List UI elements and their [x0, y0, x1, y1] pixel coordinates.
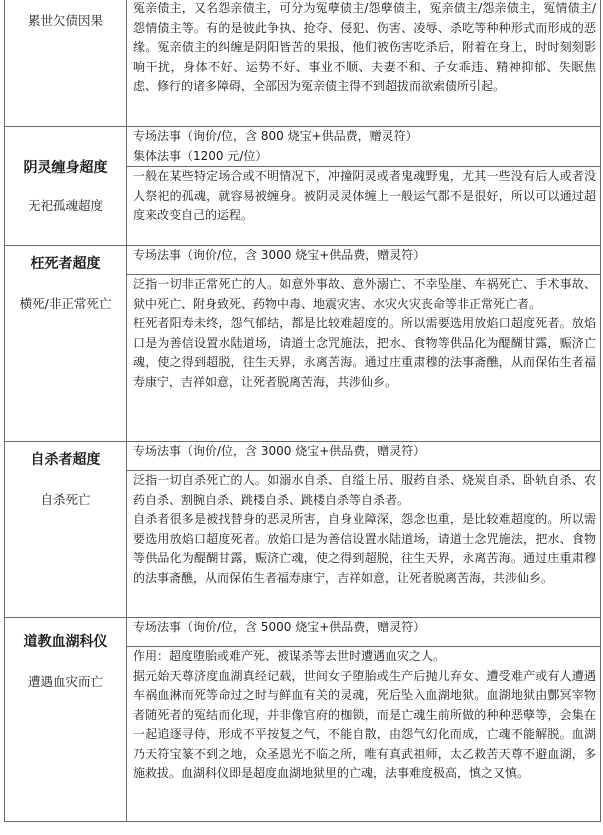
section-subtitle: 无祀孤魂超度	[27, 198, 103, 213]
intro-text	[127, 0, 601, 127]
document	[4, 0, 600, 822]
section-row	[5, 127, 601, 167]
price-line: 专场法事（询价/位，含 3000 烧宝+供品费，赠灵符）	[133, 248, 426, 262]
description-paragraph: 泛指一切非正常死亡的人。如意外事故、意外溺亡、不幸坠崖、车祸死亡、手术事故、狱中死亡、附身致死、药物中毒、地震灾害、水灾火灾丧命等非正常死亡者。	[133, 277, 596, 311]
price-cell	[127, 127, 601, 167]
section-label	[5, 442, 127, 618]
intro-row	[5, 0, 601, 127]
description-paragraph: 自杀者很多是被找替身的恶灵所害，自身业障深，怨念也重，是比较难超度的。所以需要选用放焰口超度死者。放焰口是为善信设置水陆道场，请道士念咒施法，把水、食物等供品化为醍醐甘露，赈济亡魂，使之得到超脱，往生天界，永离苦海。通过庄重肃穆的法事斋醮，从而保佑生者福寿康宁，吉祥如意，让死者脱离苦海，共涉仙乡。	[133, 512, 596, 585]
description-paragraph: 一般在某些特定场合或不明情况下，冲撞阴灵或者鬼魂野鬼，尤其一些没有后人或者没人祭祀的孤魂，就容易被缠身。被阴灵灵体缠上一般运气都不是很好，所以可以通过超度来改变自己的运程。	[133, 169, 596, 222]
description-paragraph: 枉死者阳寿未终，怨气郁结，都是比较难超度的。所以需要选用放焰口超度死者。放焰口是为善信设置水陆道场，请道士念咒施法，把水、食物等供品化为醍醐甘露，赈济亡魂，使之得到超脱，往生天界，永离苦海。通过庄重肃穆的法事斋醮，从而保佑生者福寿康宁，吉祥如意，让死者脱离苦海，共涉仙乡。	[133, 316, 596, 389]
section-title: 自杀者超度	[30, 452, 101, 468]
description-paragraph: 据元始天尊济度血湖真经记载，世间女子堕胎或生产后抛儿弃女、遭受难产或有人遭遇车祸血淋而死等命过之时与鲜血有关的灵魂，死后坠入血湖地狱。血湖地狱由酆冥宰物者随死者的冤结而化现，并非像官府的枷锁，而是亡魂生前所做的种种恶孽等，会集在一起追逐寻侍，形成不平按复之气，不能自散，由怨气幻化而成，亡魂不能解脱。血湖乃天符宝篆不到之地，众圣恩光不临之所，唯有真武祖师，太乙救苦天尊不避血湖，多施救拔。血湖科仪即是超度血湖地狱里的亡魂，法事难度极高，慎之又慎。	[133, 668, 596, 780]
description-cell	[127, 647, 601, 822]
section-row	[5, 442, 601, 471]
section-label	[5, 246, 127, 442]
section-row	[5, 618, 601, 647]
section-subtitle: 横死/非正常死亡	[19, 296, 112, 311]
intro-name: 累世欠债因果	[5, 0, 127, 127]
intro-paragraph: 冤亲债主，又名怨亲债主，可分为冤孽债主/怨孽债主，冤亲债主/怨亲债主，冤情债主/怨情债主等。有的是彼此争执、抢夺、侵犯、伤害、凌辱、杀吃等种种形式而形成的恶缘。冤亲债主的纠缠是阴阳皆苦的果报，他们被伤害吃杀后，附着在身上，时时刻刻影响干扰，身体不好、运势不好、事业不顺、夫妻不和、子女乖违、精神抑郁、失眠焦虑、修行的诸多障碍，全部因为冤亲债主得不到超拔而欲索债所引起。	[133, 1, 596, 93]
section-title: 道教血湖科仪	[23, 634, 108, 650]
services-table	[4, 0, 601, 822]
section-row	[5, 246, 601, 275]
price-cell	[127, 246, 601, 275]
description-cell	[127, 167, 601, 246]
price-cell	[127, 618, 601, 647]
section-label	[5, 127, 127, 246]
price-line: 专场法事（询价/位，含 5000 烧宝+供品费，赠灵符）	[133, 620, 426, 634]
description-paragraph: 作用：超度堕胎或难产死、被谋杀等去世时遭遇血灾之人。	[133, 649, 446, 663]
price-cell	[127, 442, 601, 471]
section-title: 阴灵缠身超度	[23, 160, 108, 176]
description-paragraph: 泛指一切自杀死亡的人。如溺水自杀、自缢上吊、服药自杀、烧炭自杀、卧轨自杀、农药自杀、割腕自杀、跳楼自杀、跳楼自杀等自杀者。	[133, 473, 596, 507]
section-subtitle: 自杀死亡	[40, 492, 91, 507]
price-line: 专场法事（询价/位，含 800 烧宝+供品费，赠灵符）	[133, 129, 418, 143]
price-line: 集体法事（1200 元/位）	[133, 148, 268, 163]
section-label	[5, 618, 127, 822]
description-cell	[127, 275, 601, 442]
section-title: 枉死者超度	[30, 256, 101, 272]
price-line: 专场法事（询价/位，含 3000 烧宝+供品费，赠灵符）	[133, 444, 426, 458]
section-subtitle: 遭遇血灾而亡	[27, 674, 103, 689]
description-cell	[127, 471, 601, 618]
